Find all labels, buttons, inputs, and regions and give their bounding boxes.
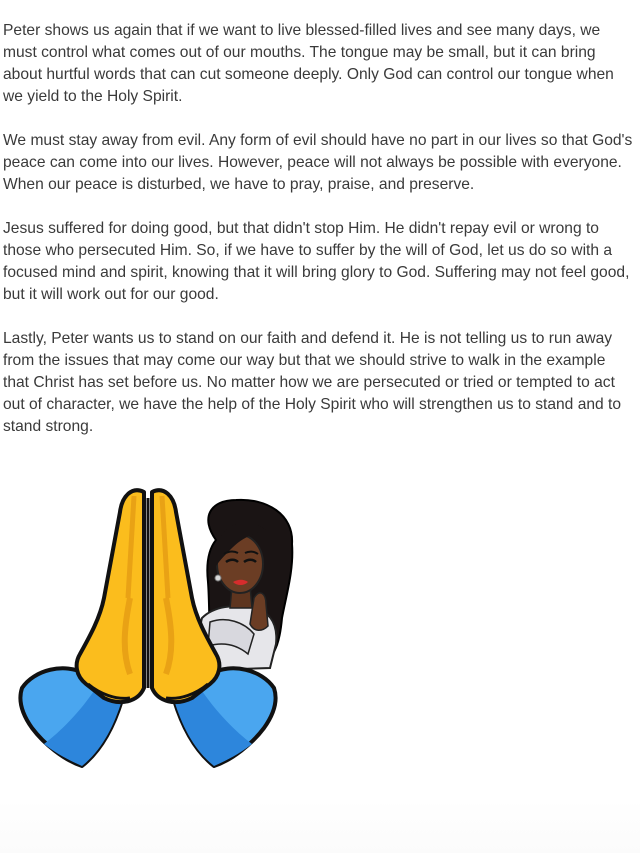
article-paragraph-1: Peter shows us again that if we want to live blessed-filled lives and see many days, we must control what comes out of our mouths. The tongue may be small, but it can bring about hurtful words that can cut someone deeply. Only God can control our tongue when we yield to the Holy Spirit. bbox=[3, 22, 614, 105]
article-paragraph-3: Jesus suffered for doing good, but that didn't stop Him. He didn't repay evil or wrong to those who persecuted Him. So, if we have to suffer by the will of God, let us do so with a focused mind and spirit, knowing that it will bring glory to God. Suffering may not feel good, but it will work out for our good. bbox=[3, 220, 630, 303]
article-paragraph-2: We must stay away from evil. Any form of evil should have no part in our lives so that God's peace can come into our lives. However, peace will not always be possible with everyone. When our peace is disturbed, we have to pray, praise, and preserve. bbox=[3, 132, 633, 193]
prayer-illustration-svg bbox=[4, 448, 340, 784]
article-body bbox=[3, 20, 633, 460]
prayer-illustration bbox=[4, 448, 340, 784]
article-paragraph-4: Lastly, Peter wants us to stand on our faith and defend it. He is not telling us to run away from the issues that may come our way but that we should strive to walk in the example that Christ has set before us. No matter how we are persecuted or tried or tempted to act out of character, we have the help of the Holy Spirit who will strengthen us to stand and to stand strong. bbox=[3, 330, 622, 435]
page-bottom-area bbox=[0, 800, 640, 853]
praying-woman-avatar-icon bbox=[200, 500, 292, 670]
